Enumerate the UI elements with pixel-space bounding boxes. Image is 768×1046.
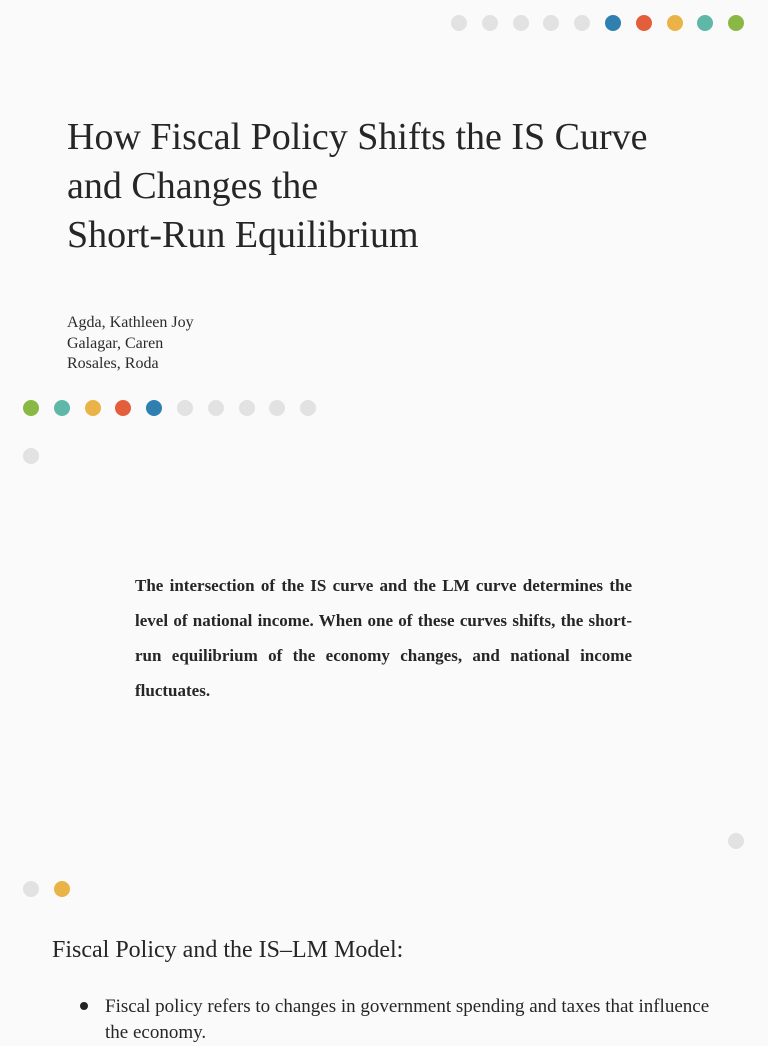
- dot-inactive: [177, 400, 193, 416]
- title-line: Short-Run Equilibrium: [67, 214, 419, 256]
- dot-inactive: [239, 400, 255, 416]
- dot-inactive: [451, 15, 467, 31]
- dot-green: [23, 400, 39, 416]
- dot-inactive: [23, 881, 39, 897]
- dot-yellow: [85, 400, 101, 416]
- dot-inactive: [208, 400, 224, 416]
- dot-inactive: [513, 15, 529, 31]
- dot-inactive: [269, 400, 285, 416]
- section-heading: Fiscal Policy and the IS–LM Model:: [52, 937, 404, 963]
- summary-paragraph: The intersection of the IS curve and the LM curve determines the level of national income. When one of these curves shifts, the short-run equilibrium of the economy changes, and national income fluctuates.: [135, 576, 632, 700]
- author-name: Rosales, Roda: [67, 355, 159, 372]
- lower-dot-row: [23, 881, 70, 897]
- middle-dot-row: [23, 400, 316, 416]
- dot-teal: [697, 15, 713, 31]
- top-dot-row: [451, 15, 744, 31]
- dot-inactive: [300, 400, 316, 416]
- dot-blue: [146, 400, 162, 416]
- dot-yellow: [667, 15, 683, 31]
- author-name: Agda, Kathleen Joy: [67, 314, 194, 331]
- title-line: and Changes the: [67, 165, 319, 207]
- dot-inactive: [23, 448, 39, 464]
- title-line: How Fiscal Policy Shifts the IS Curve: [67, 116, 648, 158]
- dot-yellow: [54, 881, 70, 897]
- author-list: [67, 313, 194, 375]
- bullet-icon: [80, 1002, 88, 1010]
- dot-inactive: [728, 833, 744, 849]
- author-name: Galagar, Caren: [67, 334, 164, 352]
- dot-inactive: [543, 15, 559, 31]
- list-item-text: Fiscal policy refers to changes in government spending and taxes that influence the economy.: [105, 996, 710, 1043]
- dot-inactive: [574, 15, 590, 31]
- page-title: [67, 113, 727, 260]
- dot-green: [728, 15, 744, 31]
- bullet-list: [80, 994, 730, 1046]
- dot-inactive: [482, 15, 498, 31]
- dot-blue: [605, 15, 621, 31]
- list-item: [80, 994, 730, 1046]
- dot-orange: [636, 15, 652, 31]
- dot-orange: [115, 400, 131, 416]
- dot-teal: [54, 400, 70, 416]
